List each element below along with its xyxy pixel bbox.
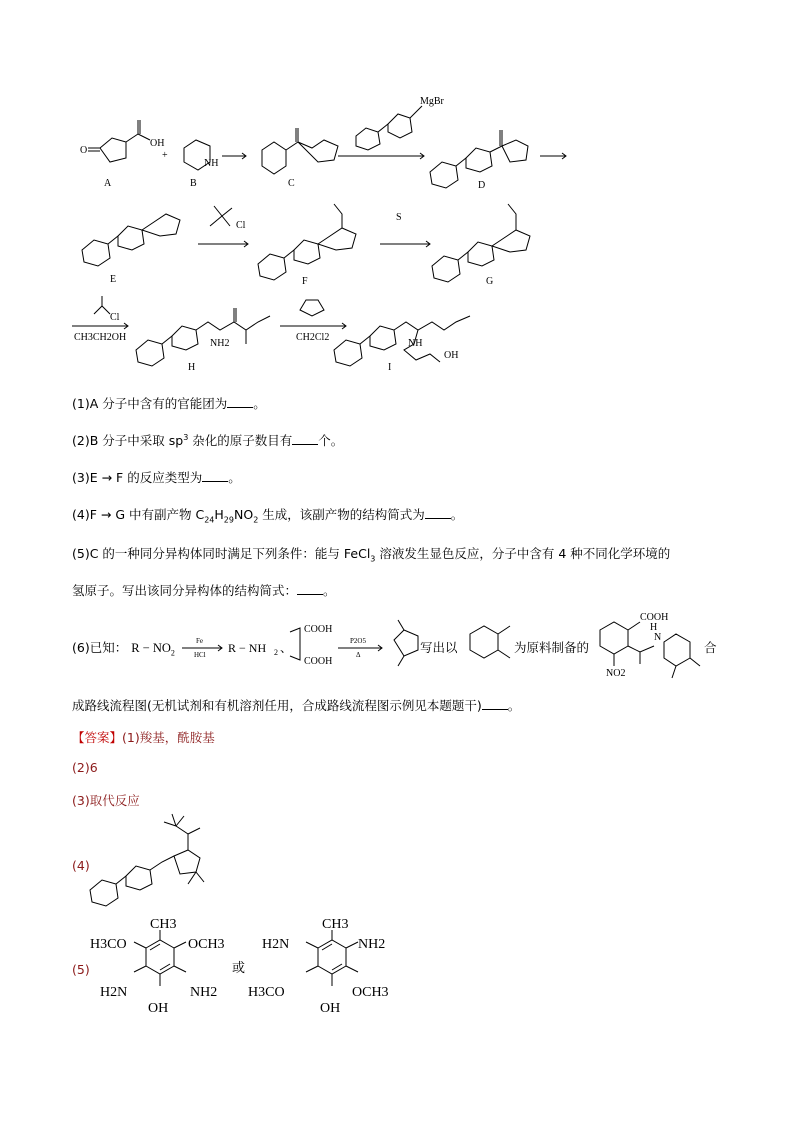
answer-2: (2)6 [72,760,98,775]
och3-2: OCH3 [352,985,389,1000]
p2o5-label: P2O5 [350,637,366,645]
cl-acetyl: Cl [110,312,120,323]
answer-tag: 【答案】 [72,730,123,745]
solvent-ethanol: CH3CH2OH [74,332,127,343]
or-text: 或 [232,961,246,976]
answer-1: 【答案】(1)羧基，酰胺基 [72,730,215,745]
answer-4-label: (4) [72,858,90,873]
label-D: D [478,180,486,191]
solvent-dcm: CH2Cl2 [296,332,330,343]
oh-A: OH [150,138,165,149]
cooh-target: COOH [640,612,669,623]
question-1: (1)A 分子中含有的官能团为 。 [72,396,266,411]
oh-2: OH [320,1001,341,1016]
label-C: C [288,178,295,189]
plus-sign: + [162,150,168,161]
label-A: A [104,178,112,189]
answer-5-structures [0,910,794,1020]
question-6-drawings [0,610,794,690]
h2n-2: H2N [262,937,290,952]
h3co-1: H3CO [90,937,127,952]
answer-3: (3)取代反应 [72,793,140,808]
question-3: (3)E → F 的反应类型为 。 [72,470,241,485]
cooh-top: COOH [304,624,333,635]
r-nh2: R − NH [228,641,267,655]
oh-1: OH [148,1001,169,1016]
label-H: H [188,362,196,373]
h-target: H [650,622,658,633]
ch3-1: CH3 [150,917,177,932]
answer-blank [297,593,323,595]
label-I: I [388,362,392,373]
ch3-2: CH3 [322,917,349,932]
label-B: B [190,178,197,189]
question-6-line2: 成路线流程图(无机试剂和有机溶剂任用，合成路线流程图示例见本题题干) 。 [72,698,521,713]
label-G: G [486,276,494,287]
nh2-2: NH2 [358,937,386,952]
question-5-line2: 氢原子。写出该同分异构体的结构简式： 。 [72,583,336,598]
he-text: 合 [704,640,717,655]
answer-blank [227,406,253,408]
answer-blank [292,443,318,445]
oh-I: OH [444,350,459,361]
write-text: 写出以 [420,640,458,655]
o-A: O [80,145,88,156]
raw-text: 为原料制备的 [514,640,590,655]
delta-label: Δ [356,651,361,659]
nh2-H: NH2 [210,338,230,349]
h3co-2: H3CO [248,985,285,1000]
nh-I: NH [408,338,423,349]
hcl-label: HCl [194,651,206,659]
mgbr-label: MgBr [420,96,444,107]
label-E: E [110,274,117,285]
answer-blank [202,480,228,482]
och3-1: OCH3 [188,937,225,952]
cooh-bot: COOH [304,656,333,667]
s-reagent: S [396,212,402,223]
question-5-line1: (5)C 的一种同分异构体同时满足下列条件：能与 FeCl$_3$ 溶液发生显色反应，分子中含有 4 种不同化学环境的 [72,546,671,564]
answer-blank [482,708,508,710]
cl-reagent: Cl [236,220,246,231]
separator: 、 [280,641,293,655]
question-6-line1: (6)已知： $R - NO_2$ [72,640,175,658]
reaction-scheme-row3 [0,290,794,380]
nh2-1: NH2 [190,985,218,1000]
answer-5-label: (5) [72,962,90,977]
answer-4-structure [0,810,794,910]
question-4: (4)F → G 中有副产物 $C_{24}H_{29}NO_2$ 生成，该副产物的结构简式为 。 [72,507,464,525]
h2n-1: H2N [100,985,128,1000]
nh-B: NH [204,158,219,169]
question-2: (2)B 分子中采取 $sp^3$ 杂化的原子数目有 个。 [72,432,344,448]
r-nh2-sub: 2 [274,648,278,657]
fe-label: Fe [196,637,203,645]
no2-target: NO2 [606,668,626,679]
answer-blank [425,517,451,519]
label-F: F [302,276,308,287]
reaction-scheme-row2 [0,190,794,290]
n-target: N [654,632,662,643]
